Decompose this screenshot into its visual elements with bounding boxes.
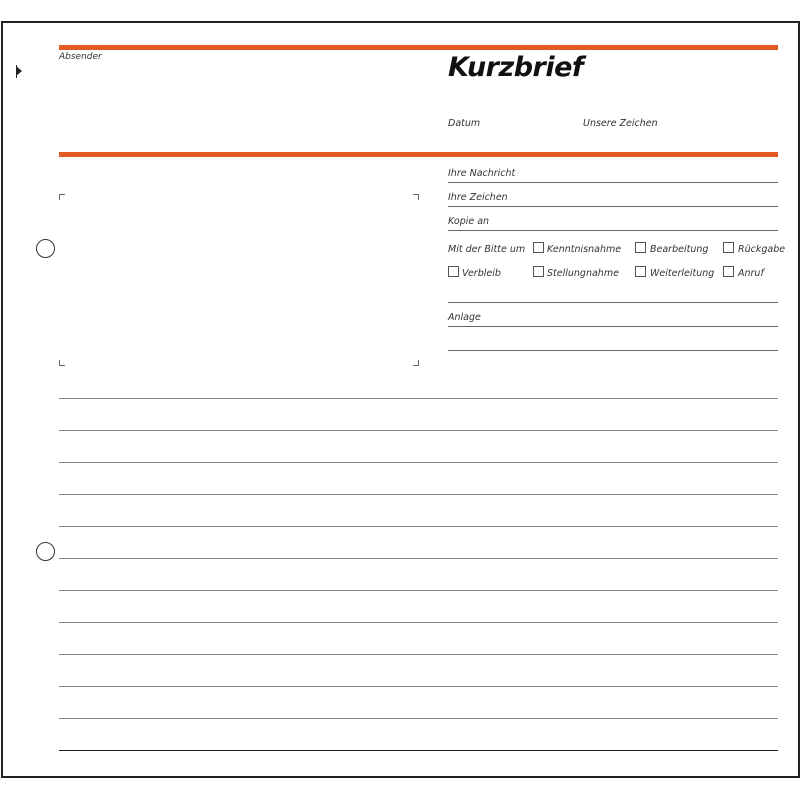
address-corner-mark — [413, 360, 419, 366]
your-message-field[interactable] — [448, 182, 778, 183]
checkbox-anruf[interactable] — [723, 266, 734, 277]
attachment-label: Anlage — [448, 312, 481, 323]
your-ref-label: Ihre Zeichen — [448, 192, 508, 203]
checkbox-verbleib[interactable] — [448, 266, 459, 277]
date-label: Datum — [448, 118, 481, 129]
sender-label: Absender — [59, 52, 102, 62]
checkbox-bearbeitung[interactable] — [635, 242, 646, 253]
checkbox-weiterleitung[interactable] — [635, 266, 646, 277]
middle-accent-bar — [59, 152, 778, 157]
copy-to-field[interactable] — [448, 230, 778, 231]
copy-to-label: Kopie an — [448, 216, 490, 227]
page-frame — [1, 21, 800, 778]
address-corner-mark — [413, 194, 419, 200]
request-extra-field[interactable] — [448, 302, 778, 303]
address-corner-mark — [59, 360, 65, 366]
writing-line[interactable] — [59, 430, 778, 431]
writing-line[interactable] — [59, 462, 778, 463]
punch-hole-icon — [36, 542, 55, 561]
writing-line[interactable] — [59, 398, 778, 399]
checkbox-rueckgabe[interactable] — [723, 242, 734, 253]
writing-line[interactable] — [59, 590, 778, 591]
checkbox-stellungnahme[interactable] — [533, 266, 544, 277]
your-ref-field[interactable] — [448, 206, 778, 207]
checkbox-label: Kenntnisnahme — [547, 244, 622, 255]
top-accent-bar — [59, 45, 778, 50]
writing-line[interactable] — [59, 654, 778, 655]
writing-line[interactable] — [59, 686, 778, 687]
request-label: Mit der Bitte um — [448, 244, 526, 255]
checkbox-kenntnisnahme[interactable] — [533, 242, 544, 253]
checkbox-label: Rückgabe — [738, 244, 786, 255]
writing-line[interactable] — [59, 750, 778, 751]
address-corner-mark — [59, 194, 65, 200]
writing-line[interactable] — [59, 622, 778, 623]
document-title: Kurzbrief — [448, 52, 584, 83]
writing-line[interactable] — [59, 718, 778, 719]
fold-mark-line — [16, 65, 17, 78]
checkbox-label: Stellungnahme — [547, 268, 619, 279]
writing-line[interactable] — [59, 494, 778, 495]
writing-line[interactable] — [59, 526, 778, 527]
our-ref-label: Unsere Zeichen — [583, 118, 658, 129]
checkbox-label: Bearbeitung — [650, 244, 709, 255]
attachment-field[interactable] — [448, 326, 778, 327]
checkbox-label: Verbleib — [462, 268, 501, 279]
writing-line[interactable] — [59, 558, 778, 559]
your-message-label: Ihre Nachricht — [448, 168, 516, 179]
checkbox-label: Weiterleitung — [650, 268, 715, 279]
checkbox-label: Anruf — [738, 268, 764, 279]
attachment-field-2[interactable] — [448, 350, 778, 351]
punch-hole-icon — [36, 239, 55, 258]
